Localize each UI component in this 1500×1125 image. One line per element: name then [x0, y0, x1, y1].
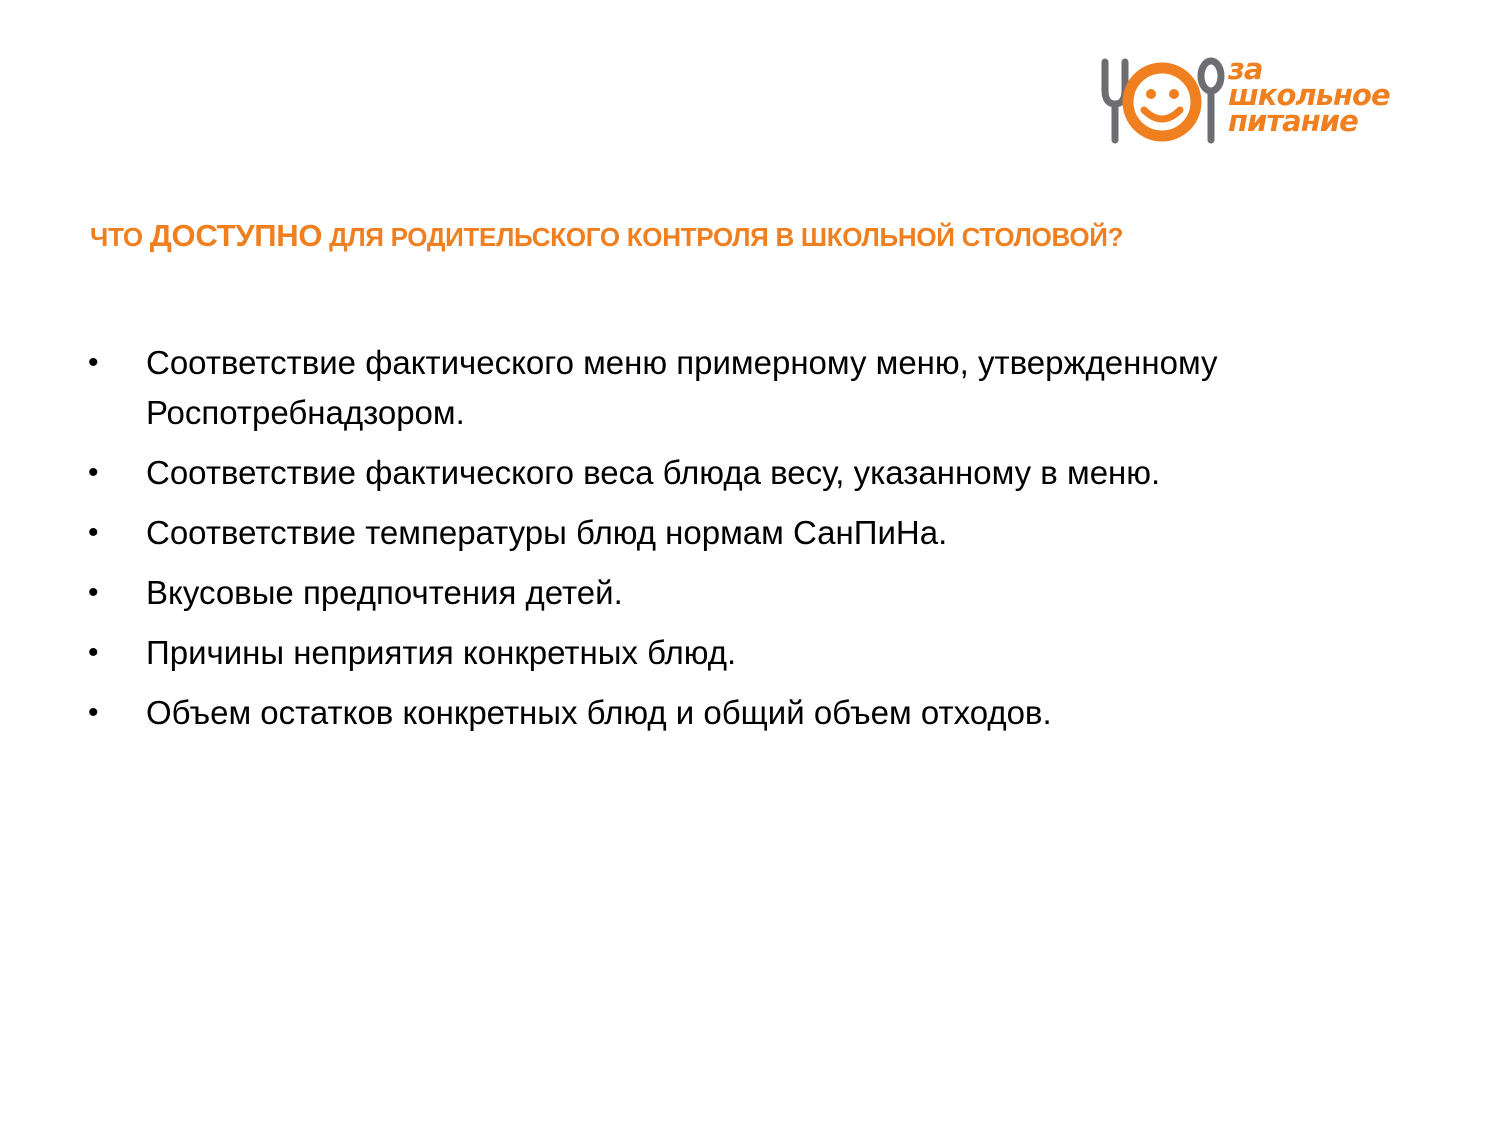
list-item: [88, 338, 1418, 438]
logo: [1098, 52, 1428, 152]
logo-icons: [1098, 52, 1228, 152]
bullet-symbol: •: [88, 456, 99, 489]
title-part-1: ЧТО: [90, 222, 150, 252]
fork-icon: [1105, 62, 1125, 140]
logo-text: [1228, 52, 1390, 138]
slide-title: [90, 218, 1420, 254]
spoon-icon: [1201, 61, 1221, 140]
logo-line-2: школьное: [1228, 78, 1390, 112]
list-item: [88, 688, 1418, 738]
bullet-symbol: •: [88, 346, 99, 379]
smiley-icon: [1128, 68, 1196, 136]
bullet-symbol: •: [88, 636, 99, 669]
title-part-3: ДЛЯ РОДИТЕЛЬСКОГО КОНТРОЛЯ В ШКОЛЬНОЙ СТОЛОВОЙ?: [322, 222, 1124, 252]
title-part-2: ДОСТУПНО: [149, 218, 323, 253]
list-item-text: Вкусовые предпочтения детей.: [146, 574, 623, 611]
bullet-symbol: •: [88, 696, 99, 729]
bullet-symbol: •: [88, 576, 99, 609]
logo-line-3: питание: [1228, 104, 1358, 138]
list-item: [88, 508, 1418, 558]
bullet-list: [88, 338, 1418, 748]
logo-line-1: за: [1228, 52, 1263, 86]
list-item: [88, 628, 1418, 678]
list-item-text: Причины неприятия конкретных блюд.: [146, 634, 737, 671]
bullet-symbol: •: [88, 516, 99, 549]
list-item: [88, 568, 1418, 618]
list-item-text: Соответствие фактического веса блюда весу, указанному в меню.: [146, 454, 1161, 491]
list-item-text: Объем остатков конкретных блюд и общий объем отходов.: [146, 694, 1052, 731]
list-item-text: Соответствие фактического меню примерному меню, утвержденному Роспотребнадзором.: [146, 344, 1218, 431]
list-item-text: Соответствие температуры блюд нормам СанПиНа.: [146, 514, 948, 551]
list-item: [88, 448, 1418, 498]
